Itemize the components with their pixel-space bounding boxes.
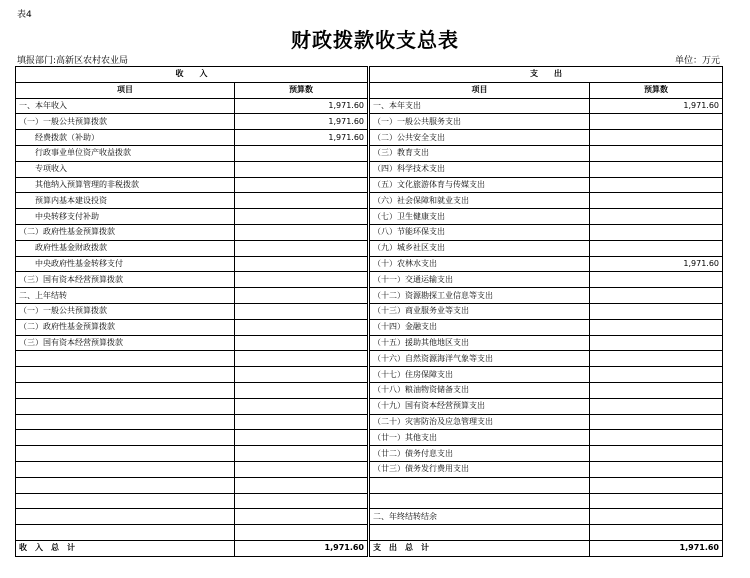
income-value-cell: [235, 414, 369, 430]
expense-total-value: 1,971.60: [590, 540, 723, 556]
expense-value-cell: [590, 477, 723, 493]
income-item-cell: [16, 382, 235, 398]
table-row: [16, 351, 723, 367]
income-value-cell: [235, 272, 369, 288]
income-value-cell: [235, 240, 369, 256]
income-value-cell: [235, 525, 369, 541]
expense-item-cell: （廿二）债务付息支出: [369, 446, 590, 462]
expense-value-cell: [590, 303, 723, 319]
income-value-cell: [235, 145, 369, 161]
table-row: [16, 367, 723, 383]
income-value-cell: [235, 303, 369, 319]
expense-value-cell: [590, 351, 723, 367]
table-body: [16, 98, 723, 540]
income-item-cell: 预算内基本建设投资: [16, 193, 235, 209]
unit-label: 单位：万元: [674, 56, 720, 66]
expense-value-cell: [590, 446, 723, 462]
income-value-cell: 1,971.60: [235, 98, 369, 114]
expense-item-cell: （六）社会保障和就业支出: [369, 193, 590, 209]
expense-item-cell: （七）卫生健康支出: [369, 209, 590, 225]
expense-value-cell: [590, 145, 723, 161]
income-item-cell: [16, 351, 235, 367]
income-item-cell: 经费拨款（补助）: [16, 130, 235, 146]
expense-value-cell: [590, 193, 723, 209]
expense-item-cell: （廿一）其他支出: [369, 430, 590, 446]
expense-value-cell: [590, 525, 723, 541]
expense-item-cell: [369, 493, 590, 509]
income-item-cell: [16, 367, 235, 383]
table-row: [16, 446, 723, 462]
table-row: [16, 256, 723, 272]
expense-item-cell: （十一）交通运输支出: [369, 272, 590, 288]
expense-item-cell: （八）节能环保支出: [369, 224, 590, 240]
expense-value-cell: [590, 240, 723, 256]
table-row: [16, 461, 723, 477]
income-item-cell: 一、本年收入: [16, 98, 235, 114]
income-item-cell: [16, 398, 235, 414]
department-label: 填报部门:高新区农村农业局: [17, 56, 129, 66]
income-value-cell: [235, 209, 369, 225]
expense-item-cell: （四）科学技术支出: [369, 161, 590, 177]
expense-value-cell: 1,971.60: [590, 98, 723, 114]
expense-value-cell: [590, 209, 723, 225]
expense-item-cell: （十五）援助其他地区支出: [369, 335, 590, 351]
expense-item-cell: （廿三）债务发行费用支出: [369, 461, 590, 477]
expense-item-cell: （二十）灾害防治及应急管理支出: [369, 414, 590, 430]
income-total-label: 收 入 总 计: [16, 540, 235, 556]
expense-value-cell: [590, 335, 723, 351]
expense-total-label: 支 出 总 计: [369, 540, 590, 556]
expense-value-cell: [590, 224, 723, 240]
expense-value-cell: [590, 398, 723, 414]
expense-header: 支 出: [369, 67, 723, 83]
income-item-cell: [16, 446, 235, 462]
table-row: [16, 319, 723, 335]
expense-item-cell: （十九）国有资本经营预算支出: [369, 398, 590, 414]
income-item-cell: （一）一般公共预算拨款: [16, 303, 235, 319]
income-budget-header: 预算数: [235, 82, 369, 98]
table-row: [16, 209, 723, 225]
expense-item-cell: （二）公共安全支出: [369, 130, 590, 146]
expense-item-cell: 二、年终结转结余: [369, 509, 590, 525]
total-row: [16, 540, 723, 556]
income-item-cell: [16, 493, 235, 509]
expense-item-cell: [369, 525, 590, 541]
income-value-cell: [235, 382, 369, 398]
expense-value-cell: [590, 288, 723, 304]
expense-item-cell: （十七）住房保障支出: [369, 367, 590, 383]
expense-value-cell: [590, 161, 723, 177]
income-item-cell: 中央政府性基金转移支付: [16, 256, 235, 272]
expense-item-cell: （十六）自然资源海洋气象等支出: [369, 351, 590, 367]
income-value-cell: [235, 351, 369, 367]
table-row: [16, 177, 723, 193]
expense-item-cell: （十四）金融支出: [369, 319, 590, 335]
income-value-cell: [235, 367, 369, 383]
expense-item-cell: （三）教育支出: [369, 145, 590, 161]
income-header: 收 入: [16, 67, 369, 83]
income-item-cell: （二）政府性基金预算拨款: [16, 319, 235, 335]
income-item-cell: （二）政府性基金预算拨款: [16, 224, 235, 240]
expense-value-cell: [590, 272, 723, 288]
income-value-cell: [235, 288, 369, 304]
table-row: [16, 477, 723, 493]
income-value-cell: [235, 446, 369, 462]
income-item-cell: [16, 477, 235, 493]
expense-value-cell: [590, 493, 723, 509]
income-item-header: 项目: [16, 82, 235, 98]
expense-value-cell: [590, 461, 723, 477]
table-row: [16, 398, 723, 414]
income-total-value: 1,971.60: [235, 540, 369, 556]
income-value-cell: [235, 193, 369, 209]
income-item-cell: （三）国有资本经营预算拨款: [16, 335, 235, 351]
table-row: [16, 288, 723, 304]
expense-value-cell: [590, 414, 723, 430]
income-item-cell: （一）一般公共预算拨款: [16, 114, 235, 130]
expense-item-cell: （九）城乡社区支出: [369, 240, 590, 256]
expense-item-cell: （五）文化旅游体育与传媒支出: [369, 177, 590, 193]
table-row: [16, 240, 723, 256]
expense-value-cell: [590, 430, 723, 446]
table-row: [16, 193, 723, 209]
income-value-cell: [235, 177, 369, 193]
expense-item-cell: （一）一般公共服务支出: [369, 114, 590, 130]
table-row: [16, 414, 723, 430]
table-row: [16, 509, 723, 525]
expense-value-cell: [590, 367, 723, 383]
table-row: [16, 224, 723, 240]
table-row: [16, 114, 723, 130]
table-row: [16, 335, 723, 351]
table-row: [16, 145, 723, 161]
expense-value-cell: [590, 177, 723, 193]
income-item-cell: 其他纳入预算管理的非税拨款: [16, 177, 235, 193]
expense-budget-header: 预算数: [590, 82, 723, 98]
expense-value-cell: [590, 382, 723, 398]
income-value-cell: [235, 430, 369, 446]
income-value-cell: [235, 509, 369, 525]
table-row: [16, 430, 723, 446]
income-item-cell: [16, 414, 235, 430]
expense-value-cell: [590, 114, 723, 130]
income-value-cell: [235, 461, 369, 477]
expense-item-cell: （十八）粮油物资储备支出: [369, 382, 590, 398]
income-item-cell: 二、上年结转: [16, 288, 235, 304]
income-value-cell: 1,971.60: [235, 130, 369, 146]
table-row: [16, 382, 723, 398]
income-item-cell: 行政事业单位资产收益拨款: [16, 145, 235, 161]
income-value-cell: [235, 224, 369, 240]
table-row: [16, 130, 723, 146]
table-row: [16, 98, 723, 114]
income-item-cell: [16, 525, 235, 541]
expense-item-cell: （十二）资源勘探工业信息等支出: [369, 288, 590, 304]
budget-table: [15, 66, 723, 557]
page-title: 财政拨款收支总表: [291, 28, 459, 52]
expense-item-cell: （十三）商业服务业等支出: [369, 303, 590, 319]
expense-value-cell: [590, 509, 723, 525]
income-item-cell: [16, 461, 235, 477]
table-row: [16, 303, 723, 319]
income-value-cell: [235, 335, 369, 351]
table-row: [16, 161, 723, 177]
income-value-cell: [235, 493, 369, 509]
expense-item-header: 项目: [369, 82, 590, 98]
expense-item-cell: 一、本年支出: [369, 98, 590, 114]
income-value-cell: [235, 398, 369, 414]
income-value-cell: [235, 319, 369, 335]
income-value-cell: [235, 256, 369, 272]
income-value-cell: [235, 477, 369, 493]
income-value-cell: 1,971.60: [235, 114, 369, 130]
expense-value-cell: [590, 130, 723, 146]
expense-value-cell: 1,971.60: [590, 256, 723, 272]
table-row: [16, 525, 723, 541]
table-row: [16, 493, 723, 509]
table-row: [16, 272, 723, 288]
income-item-cell: 政府性基金财政拨款: [16, 240, 235, 256]
income-value-cell: [235, 161, 369, 177]
income-item-cell: （三）国有资本经营预算拨款: [16, 272, 235, 288]
expense-item-cell: （十）农林水支出: [369, 256, 590, 272]
income-item-cell: [16, 430, 235, 446]
income-item-cell: 专项收入: [16, 161, 235, 177]
expense-item-cell: [369, 477, 590, 493]
table-number: 表4: [17, 10, 32, 20]
expense-value-cell: [590, 319, 723, 335]
income-item-cell: [16, 509, 235, 525]
income-item-cell: 中央转移支付补助: [16, 209, 235, 225]
